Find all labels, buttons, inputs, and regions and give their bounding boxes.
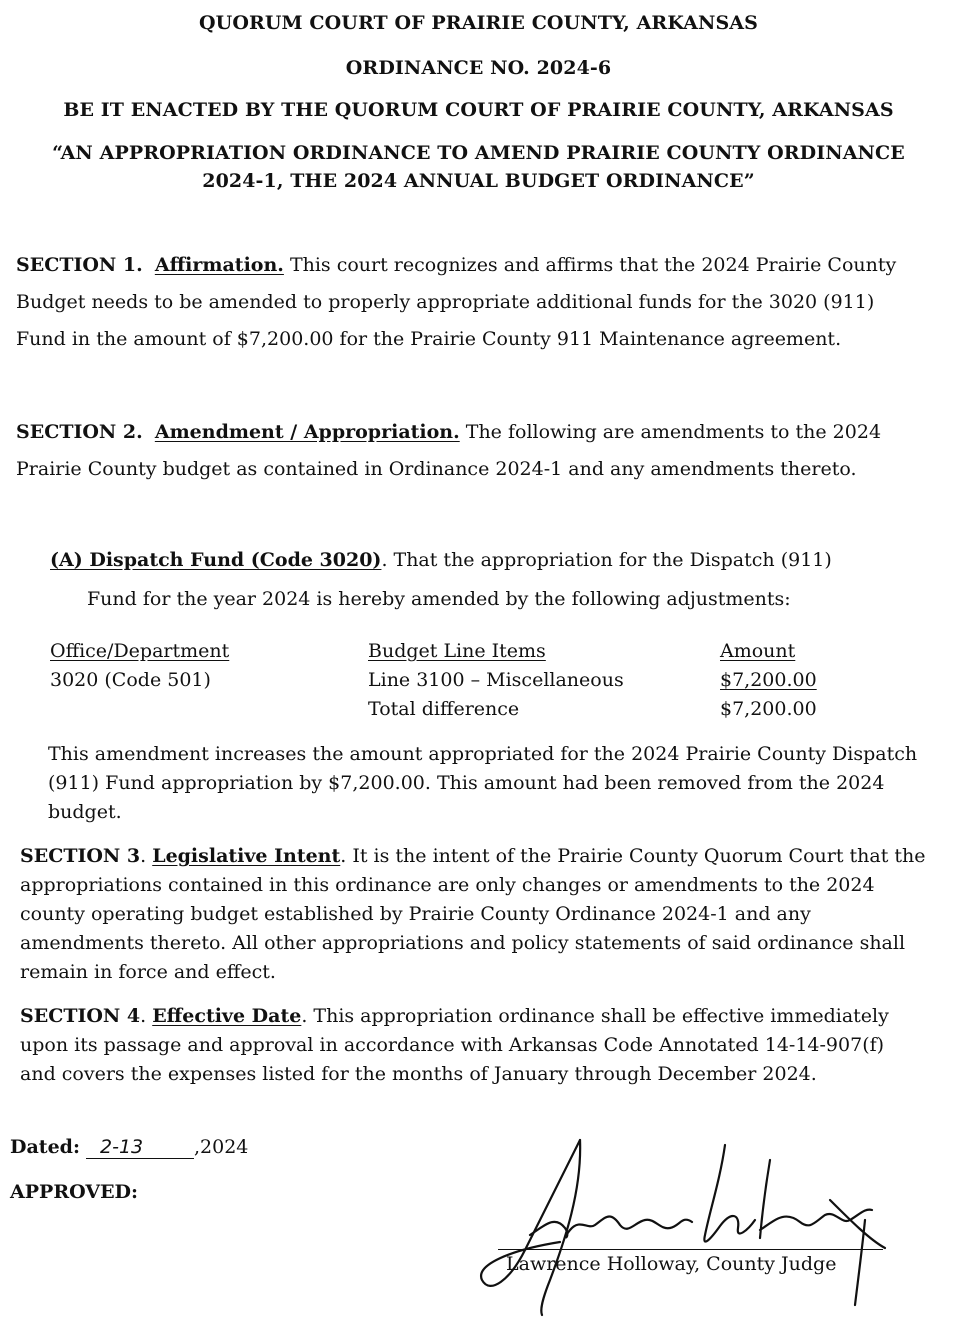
section-3-label: SECTION 3 xyxy=(20,845,141,867)
section-4-label: SECTION 4 xyxy=(20,1005,141,1027)
section-1-label: SECTION 1. xyxy=(16,254,143,276)
ordinance-number: ORDINANCE NO. 2024-6 xyxy=(345,57,612,79)
section-1 xyxy=(16,247,926,358)
table-header-amount: Amount xyxy=(720,640,796,662)
section-3-title: Legislative Intent xyxy=(152,845,341,867)
subsection-a-text: . That the appropriation for the Dispatch (911) xyxy=(381,549,832,571)
section-1-text: This court recognizes and affirms that the 2024 Prairie County Budget needs to be amended to properly appropriate additional funds for the 3020 (911) Fund in the amount of $7,200.00 for the Prairie County 911 Maintenance agreement. xyxy=(16,254,897,350)
section-4: SECTION 4. Effective Date. This appropriation ordinance shall be effective immediately upon its passage and approval in accordance with Arkansas Code Annotated 14-14-907(f) and covers the expenses listed for the months of January through December 2024. xyxy=(20,1005,889,1085)
dated-value: 2-13 xyxy=(86,1136,194,1159)
table-cell-office: 3020 (Code 501) xyxy=(50,669,211,691)
subsection-a-line2: Fund for the year 2024 is hereby amended by the following adjustments: xyxy=(87,588,791,610)
subsection-a-label: (A) Dispatch Fund (Code 3020) xyxy=(50,549,382,571)
ordinance-title-line2: 2024-1, THE 2024 ANNUAL BUDGET ORDINANCE” xyxy=(202,170,755,192)
section-3: SECTION 3. Legislative Intent. It is the intent of the Prairie County Quorum Court that the appropriations contained in this ordinance are only changes or amendments to the 2024 county operating budget established by Prairie County Ordinance 2024-1 and any amendments thereto. All other appropriations and policy statements of said ordinance shall remain in force and effect. xyxy=(20,845,926,983)
subsection-a-line1 xyxy=(50,549,832,571)
section-2-text: The following are amendments to the 2024 Prairie County budget as contained in Ordinance 2024-1 and any amendments thereto. xyxy=(16,421,882,480)
table-header-office: Office/Department xyxy=(50,640,230,662)
court-title: QUORUM COURT OF PRAIRIE COUNTY, ARKANSAS xyxy=(199,12,758,34)
dated-label: Dated: xyxy=(10,1136,80,1158)
dated-year: ,2024 xyxy=(194,1136,249,1158)
section-2 xyxy=(16,414,926,488)
ordinance-title-line1: “AN APPROPRIATION ORDINANCE TO AMEND PRAIRIE COUNTY ORDINANCE xyxy=(52,142,905,164)
enacting-clause: BE IT ENACTED BY THE QUORUM COURT OF PRAIRIE COUNTY, ARKANSAS xyxy=(63,99,894,121)
signer-name: Lawrence Holloway, County Judge xyxy=(506,1253,837,1275)
dated-line xyxy=(10,1136,248,1159)
table-cell-line-item: Line 3100 – Miscellaneous xyxy=(368,669,624,691)
amendment-explanation: This amendment increases the amount appropriated for the 2024 Prairie County Dispatch (911) Fund appropriation by $7,200.00. This amount had been removed from the 2024 budget. xyxy=(48,743,918,823)
section-4-text: . This appropriation ordinance shall be effective immediately upon its passage and approval in accordance with Arkansas Code Annotated 14-14-907(f) and covers the expenses listed for the months of January through December 2024. xyxy=(20,1005,889,1085)
signature-scribble xyxy=(470,1130,900,1320)
section-2-title: Amendment / Appropriation. xyxy=(154,421,460,443)
section-1-title: Affirmation. xyxy=(154,254,284,276)
signature-line xyxy=(498,1249,883,1250)
section-3-text: . It is the intent of the Prairie County Quorum Court that the appropriations contained in this ordinance are only changes or amendments to the 2024 county operating budget established by Prairie County Ordinance 2024-1 and any amendments thereto. All other appropriations and policy statements of said ordinance shall remain in force and effect. xyxy=(20,845,926,983)
section-2-label: SECTION 2. xyxy=(16,421,143,443)
table-total-label: Total difference xyxy=(368,698,520,720)
table-header-line-items: Budget Line Items xyxy=(368,640,546,662)
approved-label: APPROVED: xyxy=(10,1181,139,1203)
table-total-amount: $7,200.00 xyxy=(720,698,817,720)
section-4-title: Effective Date xyxy=(152,1005,302,1027)
table-cell-amount: $7,200.00 xyxy=(720,669,817,691)
